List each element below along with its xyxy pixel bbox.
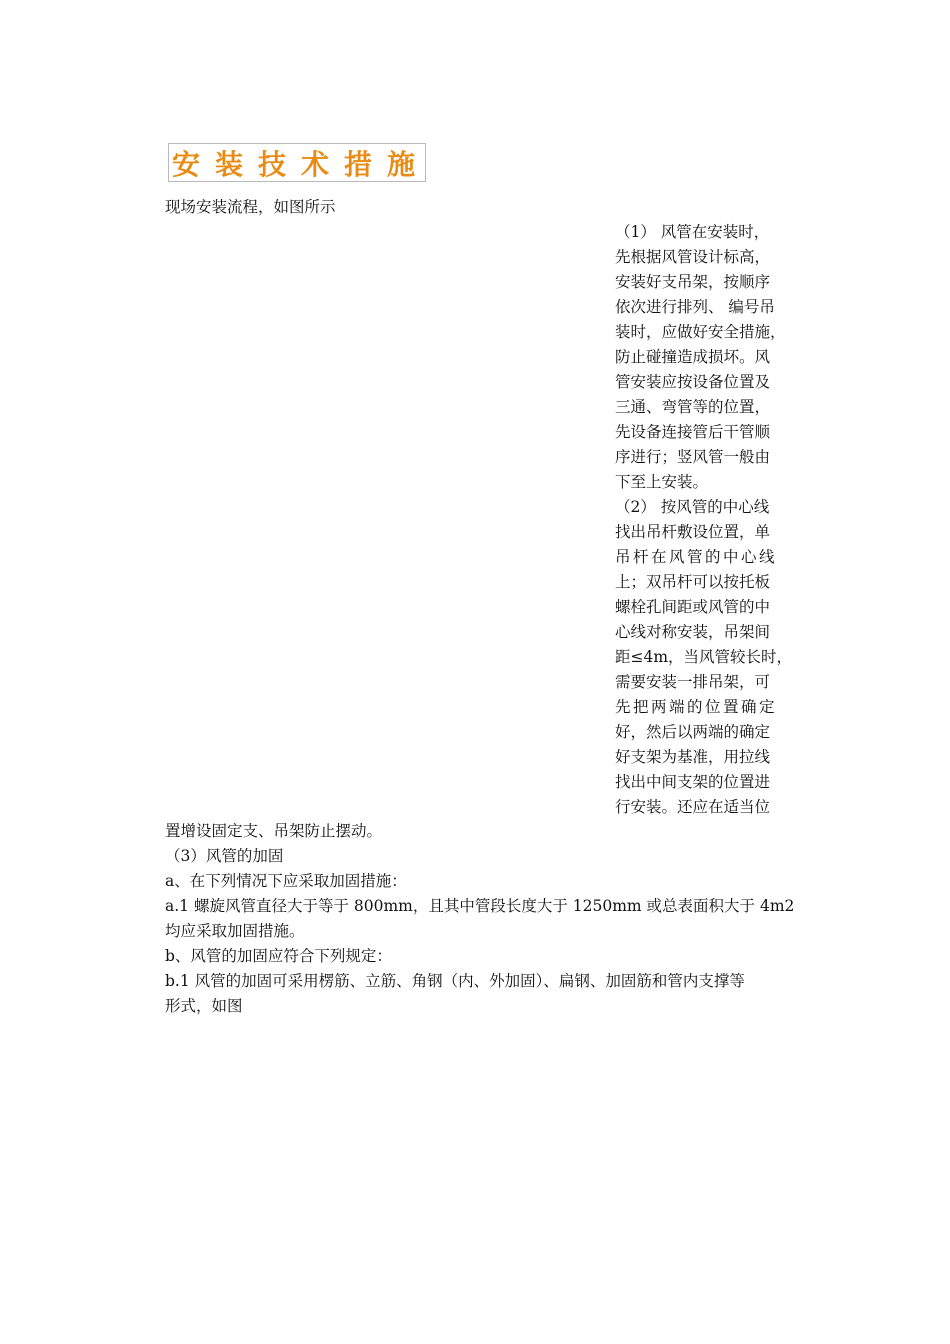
right-column-line: 吊杆在风管的中心线 [615,548,778,566]
right-column-line: 管安装应按设备位置及 [615,373,771,391]
right-column-line: 序进行；竖风管一般由 [615,448,771,466]
right-column-line: 三通、弯管等的位置， [615,398,771,416]
right-column-line: （2） 按风管的中心线 [615,498,770,516]
right-column-line: 防止碰撞造成损坏。风 [615,348,771,366]
right-column-line: 找出中间支架的位置进 [615,773,771,791]
body-line: b.1 风管的加固可采用楞筋、立筋、角钢（内、外加固）、扁钢、加固筋和管内支撑等 [165,972,745,990]
figure-placeholder [165,220,600,815]
right-column-line: 好支架为基准，用拉线 [615,748,771,766]
right-column-line: 上；双吊杆可以按托板 [615,573,771,591]
right-column-line: 依次进行排列、 编号吊 [615,298,775,316]
section-title: 安装技术措施 [172,147,431,181]
right-column-line: 安装好支吊架，按顺序 [615,273,771,291]
right-column-line: 先根据风管设计标高， [615,248,771,266]
right-column-line: 好，然后以两端的确定 [615,723,771,741]
right-column-line: 心线对称安装，吊架间 [615,623,771,641]
body-line: a.1 螺旋风管直径大于等于 800mm，且其中管段长度大于 1250mm 或总表面积大于 4m2 [165,897,795,915]
right-column-line: 下至上安装。 [615,473,709,491]
right-column-line: 装时，应做好安全措施， [615,323,786,341]
body-line: 置增设固定支、吊架防止摆动。 [165,822,383,840]
right-column-line: 距≤4m，当风管较长时， [615,648,793,666]
right-column-line: 需要安装一排吊架，可 [615,673,771,691]
right-column-line: 先把两端的位置确定 [615,698,778,716]
section-title-banner [168,143,431,182]
body-line: b、风管的加固应符合下列规定： [165,947,392,965]
body-line: a、在下列情况下应采取加固措施： [165,872,407,890]
right-column-line: （1） 风管在安装时， [615,223,770,241]
body-line: 形式，如图 [165,997,243,1015]
right-column-line: 先设备连接管后干管顺 [615,423,771,441]
intro-text: 现场安装流程，如图所示 [165,198,336,216]
right-column-line: 找出吊杆敷设位置，单 [615,523,771,541]
body-line: 均应采取加固措施。 [165,922,305,940]
body-line: （3）风管的加固 [165,847,284,865]
right-column-line: 螺栓孔间距或风管的中 [615,598,771,616]
right-column-line: 行安装。还应在适当位 [615,798,771,816]
